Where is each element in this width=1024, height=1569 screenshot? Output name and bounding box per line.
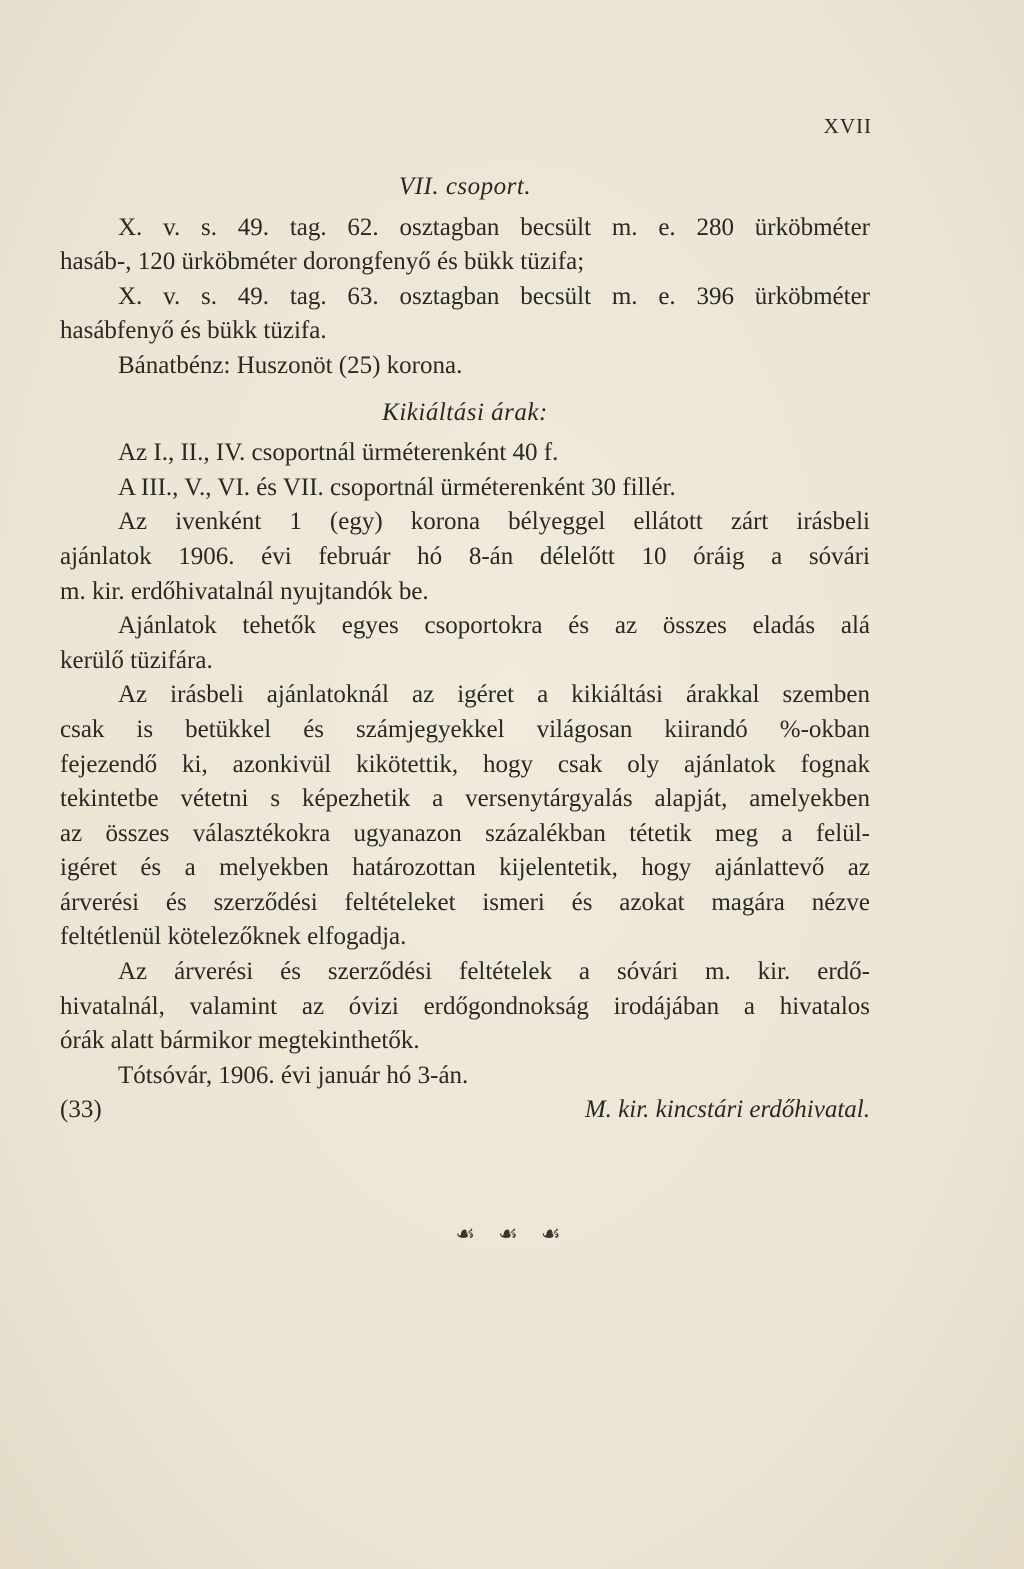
paragraph-line: árverési és szerződési feltételeket ismeri és azokat magára nézve [60,888,870,916]
paragraph-line: hivatalnál, valamint az óvizi erdőgondnokság irodájában a hivatalos [60,992,870,1020]
announcement-body [60,170,870,1128]
prices-title: Kikiáltási árak: [382,398,548,426]
paragraph-line: m. kir. erdőhivatalnál nyujtandók be. [60,577,429,605]
notice-number: (33) [60,1096,102,1124]
paragraph-line: az összes választékokra ugyanazon százalékban tétetik meg a felül- [60,819,870,847]
paragraph-line: Ajánlatok tehetők egyes csoportokra és az összes eladás alá [118,612,870,640]
paragraph-line: feltétlenül kötelezőknek elfogadja. [60,923,407,951]
signature-row [60,1093,870,1128]
deposit-line: Bánatbénz: Huszonöt (25) korona. [118,351,463,379]
ornament-icon: ☙ ☙ ☙ [455,1222,569,1247]
price-line: A III., V., VI. és VII. csoportnál ürméterenként 30 fillér. [118,473,676,501]
paragraph-line: igéret és a melyekben határozottan kijelentetik, hogy ajánlattevő az [60,854,870,882]
paragraph-line: Az irásbeli ajánlatoknál az igéret a kikiáltási árakkal szemben [118,681,870,709]
section-title: VII. csoport. [398,173,532,200]
paragraph-line: fejezendő ki, azonkivül kikötettik, hogy csak oly ajánlatok fognak [60,750,870,778]
paragraph-line: hasáb-, 120 ürköbméter dorongfenyő és bükk tüzifa; [60,248,585,276]
paragraph-line: hasábfenyő és bükk tüzifa. [60,317,327,345]
page-number: XVII [823,114,872,138]
paragraph-line: Az árverési és szerződési feltételek a sóvári m. kir. erdő- [118,958,870,986]
place-date: Tótsóvár, 1906. évi január hó 3-án. [118,1061,469,1089]
paragraph-line: X. v. s. 49. tag. 62. osztagban becsült m. e. 280 ürköbméter [118,213,870,241]
paragraph-line: csak is betükkel és számjegyekkel világosan kiirandó %-okban [60,715,870,743]
paragraph-line: kerülő tüzifára. [60,646,213,674]
paragraph-line: tekintetbe vétetni s képezhetik a versenytárgyalás alapját, amelyekben [60,785,870,813]
price-line: Az I., II., IV. csoportnál ürméterenként 40 f. [118,439,559,467]
paragraph-line: X. v. s. 49. tag. 63. osztagban becsült m. e. 396 ürköbméter [118,282,870,310]
signature: M. kir. kincstári erdőhivatal. [584,1096,870,1124]
paragraph-line: órák alatt bármikor megtekinthetők. [60,1027,420,1055]
paragraph-line: Az ivenként 1 (egy) korona bélyeggel ellátott zárt irásbeli [118,508,870,536]
paragraph-line: ajánlatok 1906. évi február hó 8-án délelőtt 10 óráig a sóvári [60,542,870,570]
